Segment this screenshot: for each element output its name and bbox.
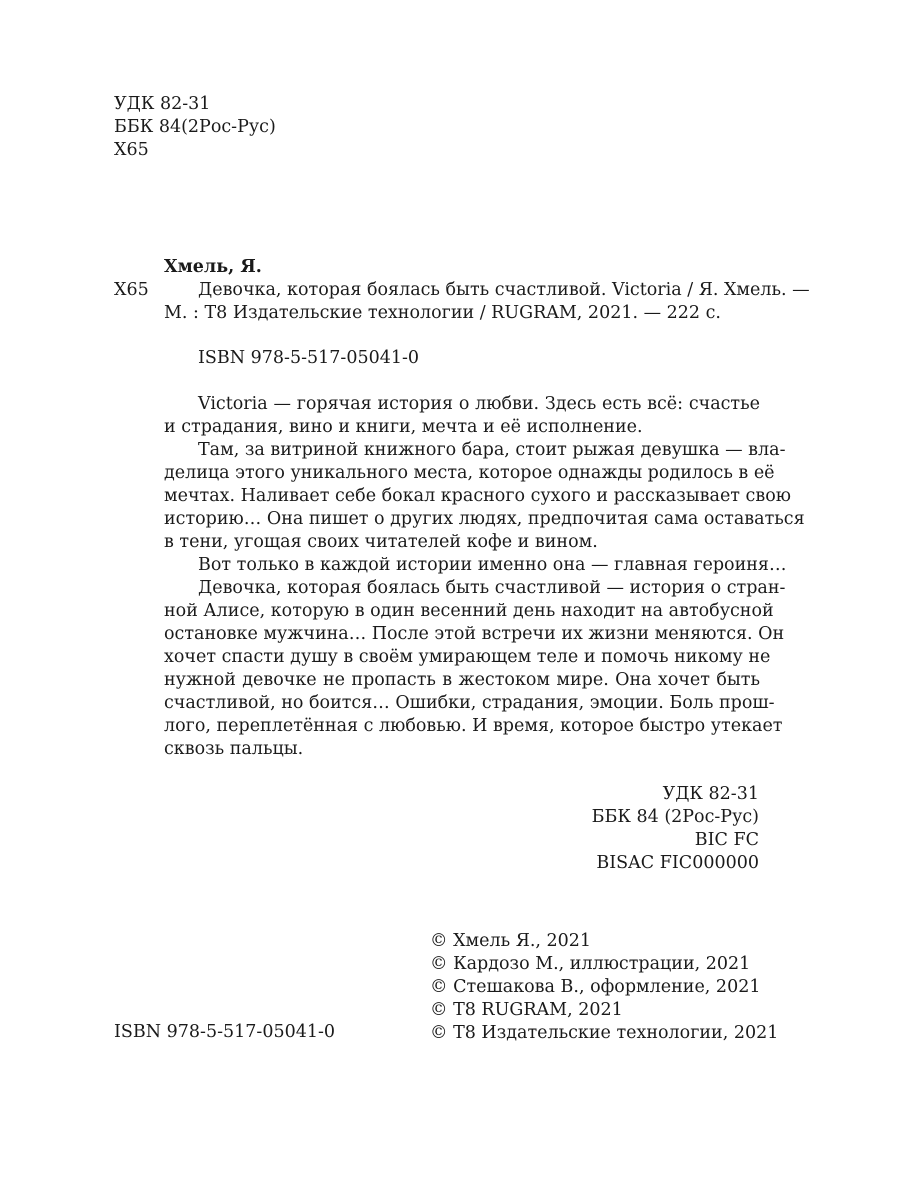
copyright-line: © Хмель Я., 2021 (430, 931, 592, 951)
udk-code: УДК 82-31 (662, 784, 759, 804)
bibliographic-description (164, 279, 810, 325)
isbn-main: ISBN 978-5-517-05041-0 (198, 348, 420, 368)
annotation-line: счастливой, но боится… Ошибки, страдания, эмоции. Боль прош- (164, 693, 775, 713)
copyright-line: © Т8 RUGRAM, 2021 (430, 1000, 623, 1020)
annotation-line: в тени, угощая своих читателей кофе и вином. (164, 532, 598, 552)
annotation-line: Victoria — горячая история о любви. Здесь есть всё: счастье (198, 394, 760, 414)
annotation-line: сквозь пальцы. (164, 739, 304, 759)
annotation-line: остановке мужчина… После этой встречи их жизни меняются. Он (164, 624, 785, 644)
copyright-line: © Т8 Издательские технологии, 2021 (430, 1023, 779, 1043)
bisac-code: BISAC FIC000000 (596, 853, 759, 873)
udk-code: УДК 82-31 (114, 94, 211, 114)
copyright-block (430, 930, 778, 1045)
annotation-line: хочет спасти душу в своём умирающем теле и помочь никому не (164, 647, 771, 667)
annotation-line: нужной девочке не пропасть в жестоком мире. Она хочет быть (164, 670, 760, 690)
annotation-line: и страдания, вино и книги, мечта и её исполнение. (164, 417, 643, 437)
copyright-line: © Кардозо М., иллюстрации, 2021 (430, 954, 751, 974)
top-classification-block (114, 93, 276, 162)
annotation-line: мечтах. Наливает себе бокал красного сухого и рассказывает свою (164, 486, 791, 506)
annotation-line: Там, за витриной книжного бара, стоит рыжая девушка — вла- (198, 440, 786, 460)
annotation-line: Вот только в каждой истории именно она — главная героиня… (198, 555, 787, 575)
bic-code: BIC FC (694, 830, 759, 850)
right-classification-block (592, 783, 759, 875)
copyright-line: © Стешакова В., оформление, 2021 (430, 977, 761, 997)
annotation-line: ной Алисе, которую в один весенний день находит на автобусной (164, 601, 774, 621)
annotation-block (164, 393, 805, 761)
annotation-line: Девочка, которая боялась быть счастливой — история о стран- (198, 578, 786, 598)
author-heading: Хмель, Я. (164, 257, 262, 277)
bibliographic-line: М. : Т8 Издательские технологии / RUGRAM, 2021. — 222 с. (164, 303, 721, 323)
author-mark: Х65 (114, 280, 149, 300)
bibliographic-line: Девочка, которая боялась быть счастливой. Victoria / Я. Хмель. — (198, 280, 810, 300)
annotation-line: историю… Она пишет о других людях, предпочитая сама оставаться (164, 509, 805, 529)
annotation-line: лого, переплетённая с любовью. И время, которое быстро утекает (164, 716, 783, 736)
isbn-bottom: ISBN 978-5-517-05041-0 (114, 1022, 336, 1042)
bbk-code: ББК 84(2Рос-Рус) (114, 117, 276, 137)
annotation-line: делица этого уникального места, которое однажды родилось в её (164, 463, 775, 483)
bbk-code: ББК 84 (2Рос-Рус) (591, 807, 759, 827)
author-mark-code: Х65 (114, 140, 149, 160)
